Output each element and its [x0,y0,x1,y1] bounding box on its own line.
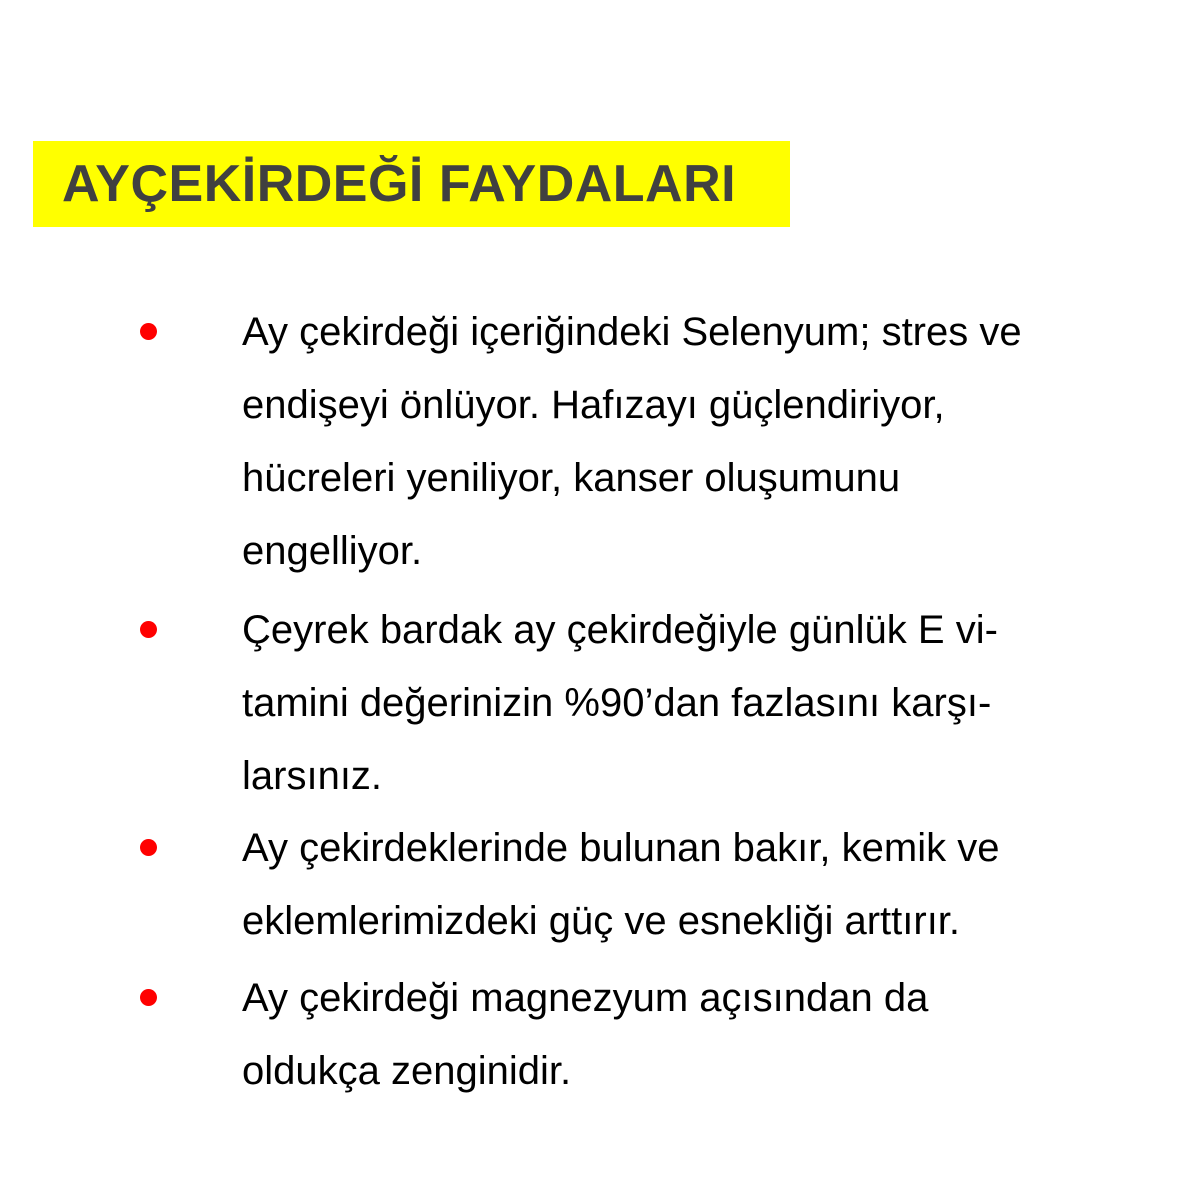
bullet-dot-icon [140,323,157,340]
bullet-dot-icon [140,621,157,638]
page-title: AYÇEKİRDEĞİ FAYDALARI [62,155,737,213]
bullet-dot-icon [140,989,157,1006]
list-item-text: Ay çekirdeği içeriğindeki Selenyum; stres ve endişeyi önlüyor. Hafızayı güçlendiriyor, hücreleri yeniliyor, kanser oluşumunu engelliyor. [242,310,1022,573]
list-item-text: Ay çekirdeği magnezyum açısından da oldukça zenginidir. [242,976,929,1093]
list-item-text: Çeyrek bardak ay çekirdeğiyle günlük E vi- tamini değerinizin %90’dan fazlasını karşı- larsınız. [242,608,998,798]
list-item-text: Ay çekirdeklerinde bulunan bakır, kemik ve eklemlerimizdeki güç ve esnekliği arttırır. [242,826,1000,943]
bullet-dot-icon [140,839,157,856]
